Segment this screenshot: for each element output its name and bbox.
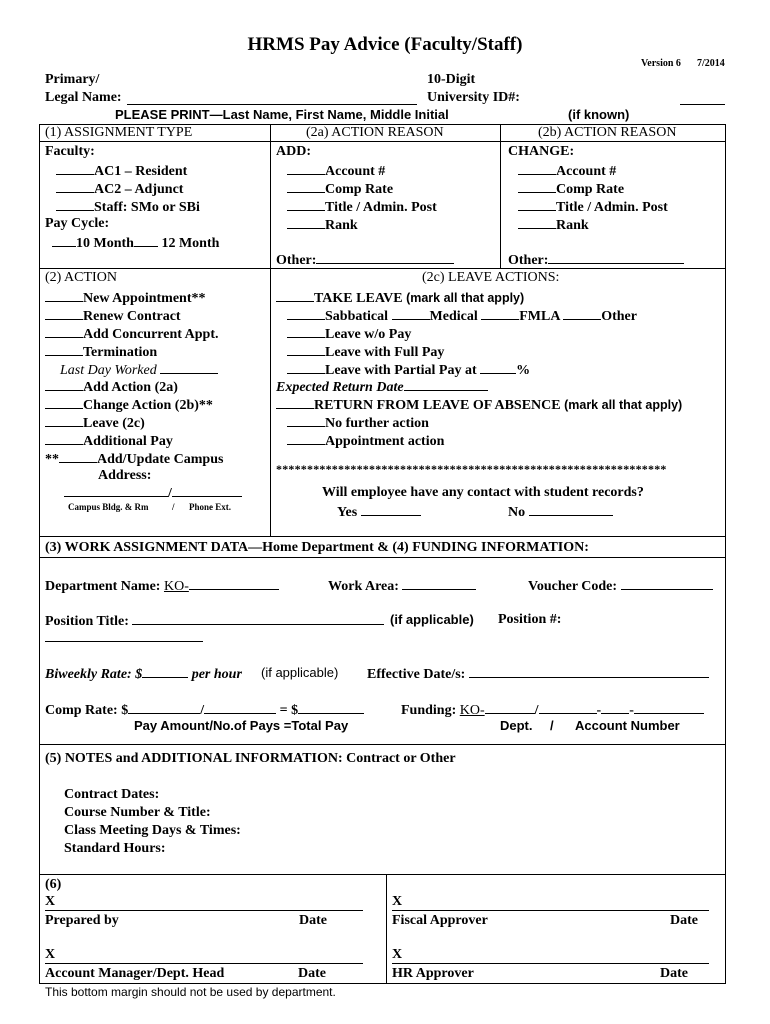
add-comp-rate-option[interactable]: Comp Rate xyxy=(287,180,393,198)
ac2-option[interactable]: AC2 – Adjunct xyxy=(56,180,183,198)
digit-label: 10-Digit xyxy=(427,72,476,87)
hr-approver-x: X xyxy=(392,947,403,962)
fiscal-approver-date-label: Date xyxy=(670,913,698,928)
hr-approver-signature-line[interactable] xyxy=(392,963,709,964)
assignment-type-heading: (1) ASSIGNMENT TYPE xyxy=(45,125,193,140)
action-heading: (2) ACTION xyxy=(45,270,117,285)
position-title-field[interactable]: Position Title: xyxy=(45,612,384,630)
separator-stars: *************************************************************** xyxy=(276,462,667,476)
pay-cycle-options[interactable]: 10 Month 12 Month xyxy=(52,234,219,252)
if-applicable-note: (if applicable) xyxy=(390,612,474,627)
position-number-field[interactable]: Position #: xyxy=(498,612,562,627)
signatures-heading: (6) xyxy=(45,877,62,892)
work-assignment-heading: (3) WORK ASSIGNMENT DATA—Home Department & (4) FUNDING INFORMATION: xyxy=(45,540,589,555)
university-id-label: University ID#: xyxy=(427,90,520,105)
leave-partial-pay-option[interactable]: Leave with Partial Pay at % xyxy=(287,361,530,379)
hr-approver-date-label: Date xyxy=(660,966,688,981)
account-manager-signature-line[interactable] xyxy=(45,963,363,964)
if-applicable-note-2: (if applicable) xyxy=(261,665,339,680)
fiscal-approver-x: X xyxy=(392,894,403,909)
version-date: 7/2014 xyxy=(697,58,725,69)
action-reason-a-heading: (2a) ACTION REASON xyxy=(306,125,444,140)
add-label: ADD: xyxy=(276,144,311,159)
concurrent-appt-option[interactable]: Add Concurrent Appt. xyxy=(45,325,219,343)
course-label: Course Number & Title: xyxy=(64,805,211,820)
bottom-margin-note: This bottom margin should not be used by department. xyxy=(45,985,336,999)
university-id-field[interactable] xyxy=(680,104,725,105)
leave-option[interactable]: Leave (2c) xyxy=(45,414,145,432)
funding-field[interactable]: Funding: KO- / - - xyxy=(401,701,704,719)
fiscal-approver-label: Fiscal Approver xyxy=(392,913,488,928)
leave-wo-pay-option[interactable]: Leave w/o Pay xyxy=(287,325,411,343)
additional-pay-option[interactable]: Additional Pay xyxy=(45,432,173,450)
faculty-label: Faculty: xyxy=(45,144,95,159)
take-leave-option[interactable]: TAKE LEAVE (mark all that apply) xyxy=(276,289,524,307)
change-other-field[interactable]: Other: xyxy=(508,251,684,269)
add-action-option[interactable]: Add Action (2a) xyxy=(45,378,178,396)
expected-return-field[interactable]: Expected Return Date xyxy=(276,378,488,396)
appointment-action-option[interactable]: Appointment action xyxy=(287,432,444,450)
change-label: CHANGE: xyxy=(508,144,575,159)
leave-type-options[interactable]: Sabbatical Medical FMLA Other xyxy=(287,307,637,325)
prepared-by-label: Prepared by xyxy=(45,913,119,928)
campus-sep: / xyxy=(172,502,175,512)
class-meeting-label: Class Meeting Days & Times: xyxy=(64,823,241,838)
student-records-yes[interactable]: Yes xyxy=(337,503,421,521)
legal-name-label: Legal Name: xyxy=(45,90,122,105)
prepared-by-x: X xyxy=(45,894,56,909)
department-name-field[interactable]: Department Name: KO- xyxy=(45,577,279,595)
no-further-action-option[interactable]: No further action xyxy=(287,414,429,432)
legal-name-field[interactable] xyxy=(127,104,417,105)
standard-hours-label: Standard Hours: xyxy=(64,841,166,856)
add-title-post-option[interactable]: Title / Admin. Post xyxy=(287,198,437,216)
contract-dates-label: Contract Dates: xyxy=(64,787,160,802)
form-title: HRMS Pay Advice (Faculty/Staff) xyxy=(247,34,523,55)
print-note: PLEASE PRINT—Last Name, First Name, Middle Initial xyxy=(115,107,449,122)
phone-ext-label: Phone Ext. xyxy=(189,502,232,512)
biweekly-rate-field[interactable]: Biweekly Rate: $ per hour xyxy=(45,667,242,682)
student-records-question: Will employee have any contact with student records? xyxy=(322,485,644,500)
campus-address-option[interactable]: ** Add/Update Campus xyxy=(45,452,224,467)
leave-actions-heading: (2c) LEAVE ACTIONS: xyxy=(422,270,560,285)
staff-option[interactable]: Staff: SMo or SBi xyxy=(56,198,200,216)
address-label: Address: xyxy=(98,468,152,483)
termination-option[interactable]: Termination xyxy=(45,343,157,361)
voucher-code-field[interactable]: Voucher Code: xyxy=(528,577,713,595)
version-label: Version 6 xyxy=(641,58,681,69)
change-rank-option[interactable]: Rank xyxy=(518,216,589,234)
prepared-by-signature-line[interactable] xyxy=(45,910,363,911)
student-records-no[interactable]: No xyxy=(508,503,613,521)
action-reason-b-heading: (2b) ACTION REASON xyxy=(538,125,677,140)
new-appointment-option[interactable]: New Appointment** xyxy=(45,289,206,307)
prepared-by-date-label: Date xyxy=(299,913,327,928)
last-day-worked-field[interactable]: Last Day Worked xyxy=(60,361,218,379)
if-known-note: (if known) xyxy=(568,107,630,122)
account-manager-x: X xyxy=(45,947,56,962)
change-comp-rate-option[interactable]: Comp Rate xyxy=(518,180,624,198)
change-title-post-option[interactable]: Title / Admin. Post xyxy=(518,198,668,216)
hr-approver-label: HR Approver xyxy=(392,966,474,981)
campus-bldg-label: Campus Bldg. & Rm xyxy=(68,502,149,512)
ac1-option[interactable]: AC1 – Resident xyxy=(56,162,187,180)
fiscal-approver-signature-line[interactable] xyxy=(392,910,709,911)
account-number-note: Account Number xyxy=(575,718,680,733)
effective-date-field[interactable]: Effective Date/s: xyxy=(367,665,709,683)
account-manager-date-label: Date xyxy=(298,966,326,981)
add-rank-option[interactable]: Rank xyxy=(287,216,358,234)
return-leave-option[interactable]: RETURN FROM LEAVE OF ABSENCE (mark all that apply) xyxy=(276,396,682,414)
campus-address-field[interactable]: / xyxy=(64,484,242,502)
primary-label: Primary/ xyxy=(45,72,100,87)
dept-sep: / xyxy=(550,718,554,733)
leave-full-pay-option[interactable]: Leave with Full Pay xyxy=(287,343,444,361)
change-action-option[interactable]: Change Action (2b)** xyxy=(45,396,213,414)
dept-note: Dept. xyxy=(500,718,533,733)
work-area-field[interactable]: Work Area: xyxy=(328,577,476,595)
change-account-option[interactable]: Account # xyxy=(518,162,616,180)
comp-rate-field[interactable]: Comp Rate: $ / = $ xyxy=(45,701,364,719)
account-manager-label: Account Manager/Dept. Head xyxy=(45,966,225,981)
pay-cycle-label: Pay Cycle: xyxy=(45,216,110,231)
pay-amount-note: Pay Amount/No.of Pays =Total Pay xyxy=(134,718,349,733)
notes-heading: (5) NOTES and ADDITIONAL INFORMATION: Contract or Other xyxy=(45,751,456,766)
add-other-field[interactable]: Other: xyxy=(276,251,454,269)
add-account-option[interactable]: Account # xyxy=(287,162,385,180)
renew-contract-option[interactable]: Renew Contract xyxy=(45,307,181,325)
